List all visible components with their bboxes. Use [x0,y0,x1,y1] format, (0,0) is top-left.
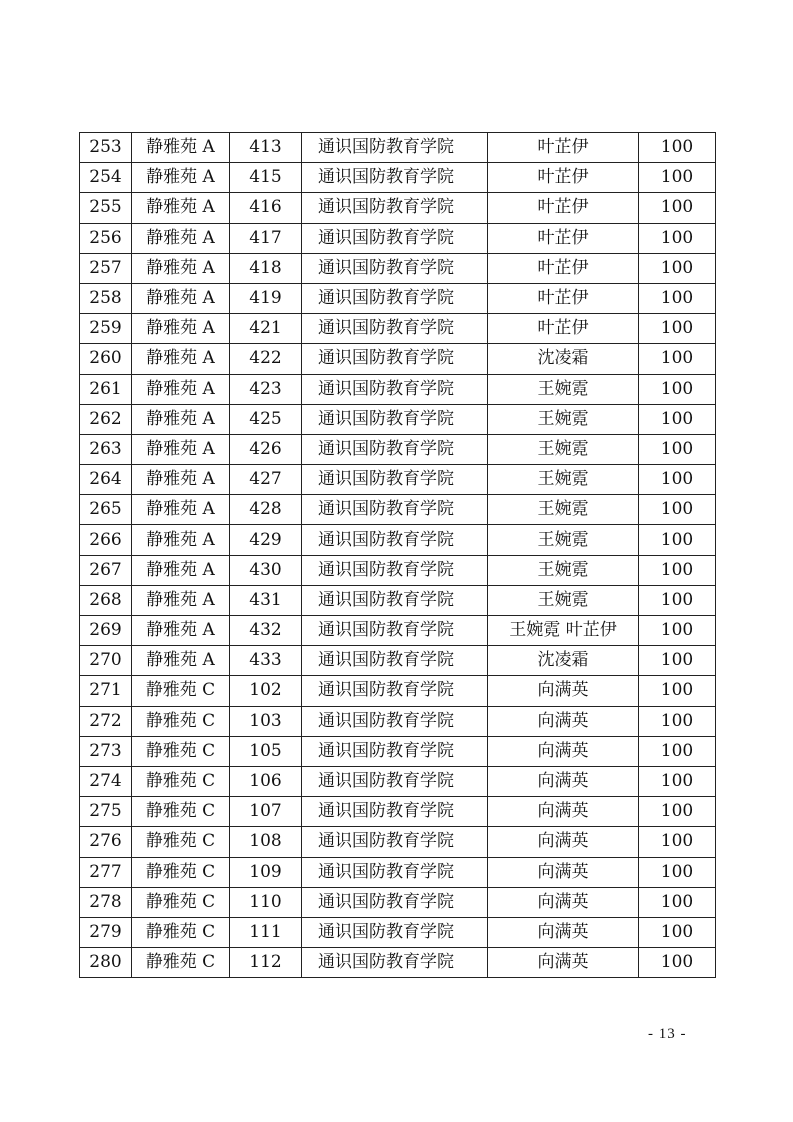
cell-room: 102 [230,676,302,706]
cell-score: 100 [639,585,716,615]
table-row [80,465,716,495]
cell-score: 100 [639,465,716,495]
cell-building: 静雅苑 A [132,314,230,344]
cell-building: 静雅苑 A [132,495,230,525]
cell-person: 王婉霓 [488,374,639,404]
cell-index: 263 [80,434,132,464]
cell-index: 275 [80,797,132,827]
table-row [80,736,716,766]
table-row [80,585,716,615]
cell-score: 100 [639,163,716,193]
cell-person: 向满英 [488,676,639,706]
cell-index: 260 [80,344,132,374]
cell-index: 266 [80,525,132,555]
cell-room: 105 [230,736,302,766]
cell-room: 432 [230,616,302,646]
cell-room: 430 [230,555,302,585]
cell-person: 叶芷伊 [488,314,639,344]
cell-college: 通识国防教育学院 [302,223,488,253]
cell-building: 静雅苑 A [132,616,230,646]
cell-college: 通识国防教育学院 [302,314,488,344]
cell-room: 110 [230,887,302,917]
cell-person: 沈凌霜 [488,646,639,676]
cell-college: 通识国防教育学院 [302,404,488,434]
table-row [80,434,716,464]
cell-room: 416 [230,193,302,223]
cell-building: 静雅苑 A [132,525,230,555]
cell-room: 427 [230,465,302,495]
cell-index: 258 [80,283,132,313]
cell-score: 100 [639,616,716,646]
cell-person: 叶芷伊 [488,223,639,253]
cell-person: 沈凌霜 [488,344,639,374]
table-row [80,797,716,827]
cell-index: 254 [80,163,132,193]
cell-building: 静雅苑 A [132,404,230,434]
cell-room: 415 [230,163,302,193]
cell-college: 通识国防教育学院 [302,163,488,193]
table-row [80,314,716,344]
cell-score: 100 [639,736,716,766]
cell-index: 273 [80,736,132,766]
cell-building: 静雅苑 A [132,465,230,495]
cell-score: 100 [639,374,716,404]
cell-college: 通识国防教育学院 [302,616,488,646]
cell-person: 向满英 [488,797,639,827]
cell-score: 100 [639,314,716,344]
cell-person: 王婉霓 [488,465,639,495]
table-row [80,283,716,313]
cell-room: 418 [230,253,302,283]
cell-person: 王婉霓 [488,525,639,555]
cell-building: 静雅苑 C [132,917,230,947]
cell-building: 静雅苑 A [132,193,230,223]
cell-college: 通识国防教育学院 [302,917,488,947]
cell-college: 通识国防教育学院 [302,253,488,283]
table-row [80,374,716,404]
cell-score: 100 [639,857,716,887]
cell-college: 通识国防教育学院 [302,736,488,766]
cell-college: 通识国防教育学院 [302,676,488,706]
cell-person: 向满英 [488,857,639,887]
cell-index: 264 [80,465,132,495]
cell-room: 422 [230,344,302,374]
cell-college: 通识国防教育学院 [302,495,488,525]
cell-score: 100 [639,827,716,857]
cell-score: 100 [639,676,716,706]
cell-score: 100 [639,193,716,223]
cell-score: 100 [639,525,716,555]
cell-score: 100 [639,223,716,253]
cell-room: 111 [230,917,302,947]
cell-building: 静雅苑 C [132,857,230,887]
cell-room: 433 [230,646,302,676]
cell-room: 106 [230,766,302,796]
cell-building: 静雅苑 A [132,646,230,676]
cell-index: 259 [80,314,132,344]
cell-index: 276 [80,827,132,857]
cell-college: 通识国防教育学院 [302,555,488,585]
cell-score: 100 [639,133,716,163]
cell-room: 103 [230,706,302,736]
cell-building: 静雅苑 A [132,585,230,615]
table-row [80,163,716,193]
cell-score: 100 [639,555,716,585]
cell-college: 通识国防教育学院 [302,283,488,313]
cell-score: 100 [639,797,716,827]
cell-index: 277 [80,857,132,887]
cell-building: 静雅苑 A [132,344,230,374]
cell-building: 静雅苑 C [132,887,230,917]
cell-index: 265 [80,495,132,525]
cell-index: 253 [80,133,132,163]
cell-score: 100 [639,434,716,464]
cell-person: 向满英 [488,706,639,736]
page-number: - 13 - [648,1026,687,1042]
cell-score: 100 [639,766,716,796]
cell-person: 叶芷伊 [488,163,639,193]
cell-college: 通识国防教育学院 [302,646,488,676]
cell-college: 通识国防教育学院 [302,344,488,374]
cell-score: 100 [639,253,716,283]
cell-person: 向满英 [488,766,639,796]
cell-building: 静雅苑 C [132,706,230,736]
table-row [80,948,716,978]
cell-room: 423 [230,374,302,404]
table-row [80,917,716,947]
table-row [80,616,716,646]
cell-college: 通识国防教育学院 [302,133,488,163]
cell-room: 108 [230,827,302,857]
cell-college: 通识国防教育学院 [302,797,488,827]
cell-college: 通识国防教育学院 [302,948,488,978]
cell-college: 通识国防教育学院 [302,827,488,857]
cell-person: 王婉霓 [488,555,639,585]
table-row [80,555,716,585]
table-row [80,404,716,434]
cell-index: 256 [80,223,132,253]
cell-building: 静雅苑 C [132,948,230,978]
cell-score: 100 [639,283,716,313]
cell-index: 257 [80,253,132,283]
cell-college: 通识国防教育学院 [302,525,488,555]
cell-college: 通识国防教育学院 [302,706,488,736]
cell-college: 通识国防教育学院 [302,434,488,464]
cell-person: 王婉霓 叶芷伊 [488,616,639,646]
cell-score: 100 [639,917,716,947]
cell-person: 叶芷伊 [488,133,639,163]
cell-person: 向满英 [488,736,639,766]
cell-building: 静雅苑 A [132,133,230,163]
table-row [80,827,716,857]
table-row [80,344,716,374]
cell-index: 261 [80,374,132,404]
cell-person: 叶芷伊 [488,253,639,283]
cell-building: 静雅苑 A [132,283,230,313]
cell-building: 静雅苑 C [132,766,230,796]
table-row [80,857,716,887]
cell-room: 428 [230,495,302,525]
cell-index: 255 [80,193,132,223]
cell-index: 269 [80,616,132,646]
table-row [80,766,716,796]
cell-person: 王婉霓 [488,434,639,464]
cell-building: 静雅苑 A [132,163,230,193]
cell-person: 王婉霓 [488,495,639,525]
cell-building: 静雅苑 C [132,827,230,857]
cell-building: 静雅苑 C [132,676,230,706]
cell-score: 100 [639,948,716,978]
cell-college: 通识国防教育学院 [302,585,488,615]
cell-score: 100 [639,404,716,434]
cell-college: 通识国防教育学院 [302,766,488,796]
cell-building: 静雅苑 C [132,797,230,827]
cell-room: 107 [230,797,302,827]
cell-room: 426 [230,434,302,464]
cell-person: 向满英 [488,917,639,947]
cell-building: 静雅苑 A [132,434,230,464]
cell-index: 271 [80,676,132,706]
table-row [80,525,716,555]
cell-college: 通识国防教育学院 [302,193,488,223]
cell-building: 静雅苑 A [132,223,230,253]
cell-index: 280 [80,948,132,978]
cell-score: 100 [639,344,716,374]
table-row [80,133,716,163]
table-row [80,887,716,917]
cell-room: 429 [230,525,302,555]
table-body [80,133,716,978]
cell-score: 100 [639,706,716,736]
cell-room: 431 [230,585,302,615]
cell-person: 王婉霓 [488,585,639,615]
cell-index: 272 [80,706,132,736]
dormitory-score-table [79,132,716,978]
cell-college: 通识国防教育学院 [302,465,488,495]
cell-index: 279 [80,917,132,947]
table-row [80,253,716,283]
cell-room: 417 [230,223,302,253]
cell-score: 100 [639,887,716,917]
cell-building: 静雅苑 A [132,374,230,404]
cell-building: 静雅苑 C [132,736,230,766]
table-row [80,495,716,525]
cell-index: 268 [80,585,132,615]
cell-college: 通识国防教育学院 [302,887,488,917]
cell-college: 通识国防教育学院 [302,857,488,887]
cell-building: 静雅苑 A [132,555,230,585]
cell-index: 274 [80,766,132,796]
cell-score: 100 [639,646,716,676]
cell-index: 262 [80,404,132,434]
cell-room: 112 [230,948,302,978]
cell-room: 109 [230,857,302,887]
cell-person: 叶芷伊 [488,193,639,223]
cell-room: 413 [230,133,302,163]
cell-person: 向满英 [488,948,639,978]
cell-person: 向满英 [488,887,639,917]
cell-room: 419 [230,283,302,313]
cell-person: 叶芷伊 [488,283,639,313]
table-row [80,646,716,676]
table-row [80,223,716,253]
cell-room: 421 [230,314,302,344]
table-row [80,193,716,223]
cell-index: 278 [80,887,132,917]
cell-person: 王婉霓 [488,404,639,434]
cell-building: 静雅苑 A [132,253,230,283]
table-row [80,676,716,706]
cell-index: 270 [80,646,132,676]
cell-room: 425 [230,404,302,434]
cell-index: 267 [80,555,132,585]
cell-score: 100 [639,495,716,525]
table-row [80,706,716,736]
cell-person: 向满英 [488,827,639,857]
cell-college: 通识国防教育学院 [302,374,488,404]
